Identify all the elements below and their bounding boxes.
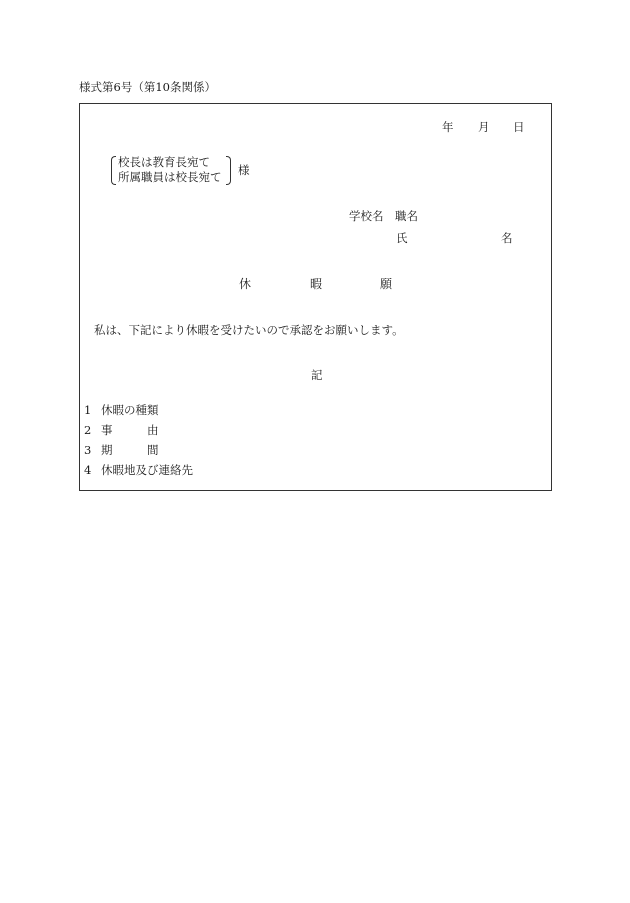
item-number: 3 xyxy=(84,443,92,457)
name-label-right: 名 xyxy=(501,231,513,245)
date-year: 年 xyxy=(442,120,454,134)
date-day: 日 xyxy=(513,120,525,134)
item-number: 1 xyxy=(84,403,92,417)
addressee-line-1: 校長は教育長宛て xyxy=(118,155,210,169)
date-month: 月 xyxy=(478,120,490,134)
addressee-honorific: 様 xyxy=(238,163,250,177)
ki-label: 記 xyxy=(311,368,323,382)
title-char-2: 暇 xyxy=(310,277,323,291)
item-label: 期 間 xyxy=(101,443,159,457)
name-label-left: 氏 xyxy=(396,231,408,245)
item-number: 2 xyxy=(84,423,92,437)
item-label: 事 由 xyxy=(101,423,159,437)
addressee-line-2: 所属職員は校長宛て xyxy=(118,170,222,184)
title-char-1: 休 xyxy=(239,277,252,291)
item-number: 4 xyxy=(84,463,92,477)
body-text: 私は、下記により休暇を受けたいので承認をお願いします。 xyxy=(94,323,404,337)
addressee-bracket-left xyxy=(111,156,116,185)
item-label: 休暇の種類 xyxy=(101,403,159,417)
addressee-bracket-right xyxy=(226,156,231,185)
item-label: 休暇地及び連絡先 xyxy=(101,463,193,477)
school-position-label: 学校名 職名 xyxy=(349,209,418,223)
form-number-label: 様式第6号（第10条関係） xyxy=(79,80,216,94)
title-char-3: 願 xyxy=(380,277,393,291)
